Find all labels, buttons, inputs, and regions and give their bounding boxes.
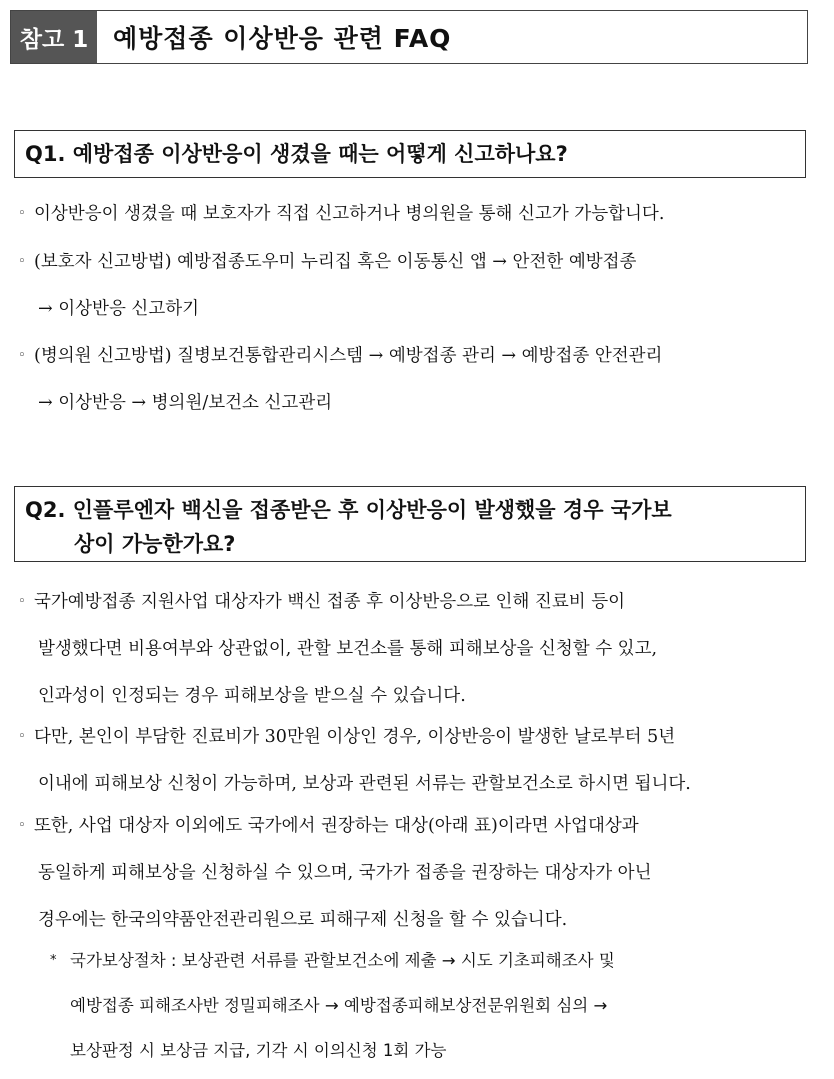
question-2-box: [14, 486, 806, 562]
bullet-icon: ◦: [18, 348, 26, 363]
question-2-text-line2: 상이 가능한가요?: [74, 532, 236, 556]
question-1-box: [14, 130, 806, 178]
bullet-icon: ◦: [18, 254, 26, 269]
q1-answer-3: ◦ (병의원 신고방법) 질병보건통합관리시스템 → 예방접종 관리 → 예방접종 안전관리 → 이상반응 → 병의원/보건소 신고관리: [18, 332, 816, 427]
bullet-icon: ◦: [18, 206, 26, 221]
reference-tag: 참고 1: [11, 11, 97, 63]
question-1-text: Q1. 예방접종 이상반응이 생겼을 때는 어떻게 신고하나요?: [25, 142, 568, 166]
bullet-icon: ◦: [18, 594, 26, 609]
q1-answer-2: ◦ (보호자 신고방법) 예방접종도우미 누리집 혹은 이동통신 앱 → 안전한 예방접종 → 이상반응 신고하기: [18, 238, 816, 333]
page-title: 예방접종 이상반응 관련 FAQ: [113, 24, 452, 53]
q2-answer-1: ◦ 국가예방접종 지원사업 대상자가 백신 접종 후 이상반응으로 인해 진료비 등이 발생했다면 비용여부와 상관없이, 관할 보건소를 통해 피해보상을 신청할 수 있고, 인과성이 인정되는 경우 피해보상을 받으실 수 있습니다.: [18, 578, 816, 720]
q2-answer-2: ◦ 다만, 본인이 부담한 진료비가 30만원 이상인 경우, 이상반응이 발생한 날로부터 5년 이내에 피해보상 신청이 가능하며, 보상과 관련된 서류는 관할보건소로 하시면 됩니다.: [18, 713, 816, 808]
q1-answer-1: ◦ 이상반응이 생겼을 때 보호자가 직접 신고하거나 병의원을 통해 신고가 가능합니다.: [18, 190, 816, 238]
question-2-text-line1: Q2. 인플루엔자 백신을 접종받은 후 이상반응이 발생했을 경우 국가보: [25, 498, 672, 522]
q2-answer-3: ◦ 또한, 사업 대상자 이외에도 국가에서 권장하는 대상(아래 표)이라면 사업대상과 동일하게 피해보상을 신청하실 수 있으며, 국가가 접종을 권장하는 대상자가 아닌 경우에는 한국의약품안전관리원으로 피해구제 신청을 할 수 있습니다.: [18, 802, 816, 944]
bullet-icon: ◦: [18, 818, 26, 833]
bullet-icon: ◦: [18, 729, 26, 744]
compensation-procedure-note: * 국가보상절차 : 보상관련 서류를 관할보건소에 제출 → 시도 기초피해조사 및 예방접종 피해조사반 정밀피해조사 → 예방접종피해보상전문위원회 심의 → 보상판정 시 보상금 지급, 기각 시 이의신청 1회 가능: [50, 938, 820, 1073]
title-box: [10, 10, 808, 64]
asterisk-icon: *: [50, 953, 57, 968]
